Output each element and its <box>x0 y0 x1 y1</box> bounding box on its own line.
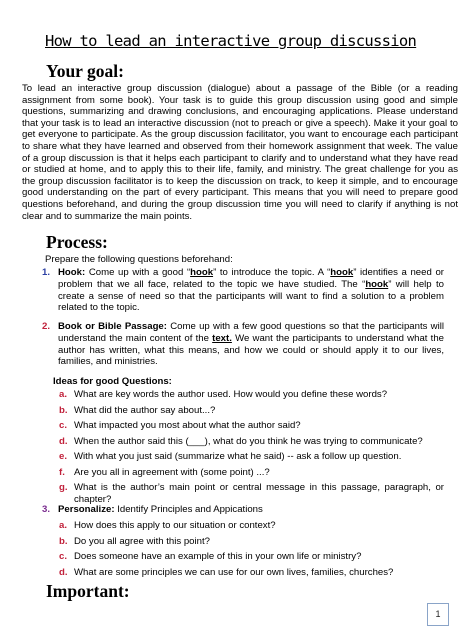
step-passage-text-1: Come up with a few good questions so that the participants will understand the main content of the <box>58 321 444 344</box>
process-heading: Process: <box>46 232 108 252</box>
item-letter: b. <box>59 535 68 547</box>
item-letter: g. <box>59 482 68 493</box>
item-text: What are some principles we can use for our own lives, families, churches? <box>74 566 394 578</box>
item-letter: a. <box>59 389 68 400</box>
text-keyword: text. <box>212 332 232 344</box>
item-letter: f. <box>59 466 65 478</box>
step-passage-number: 2. <box>42 321 51 332</box>
list-item <box>59 404 444 421</box>
step-passage-text-2: We want the participants to understand what the author has written, what this means, and how we could or should apply it to our lives, families, and ministries. <box>58 332 444 368</box>
item-letter: d. <box>59 435 68 447</box>
step-hook <box>42 267 445 314</box>
ideas-label: Ideas for good Questions: <box>53 376 172 387</box>
list-item <box>59 566 444 583</box>
step-hook-label: Hook: <box>58 267 86 278</box>
goal-body: To lead an interactive group discussion (dialogue) about a passage of the Bible (or a reading assignment from some book). Your task is to guide this group discussion using good and simple questions, summarizing and drawing conclusions, and encouraging applications. Please understand that your task is to lead an interactive discussion (not to preach or give a speech). Make it your goal to get everyone to participate. As the group discussion facilitator, you want to encourage each participant to share what they have learned and observed from their homework assignment that week. The value of a group discussion is that it helps each participant to clarify and to understand what they have read or studied at home, and to apply this to their life, family, and ministry. The great challenge for you as the group discussion facilitator is to keep the discussion on track, to keep it simple, and to encourage good understanding on the part of every participant. This means that you will need to prepare good questions beforehand, and during the group discussion time you will need to clarify if anything is not clear and to summarize the main points. <box>22 83 458 222</box>
item-letter: e. <box>59 451 68 462</box>
step-personalize-label: Personalize: <box>58 504 115 515</box>
step-passage-label: Book or Bible Passage: <box>58 321 167 332</box>
list-item <box>59 520 444 536</box>
step-personalize <box>42 504 444 515</box>
personalize-list <box>59 520 444 582</box>
step-passage <box>42 321 444 368</box>
hook-keyword: hook <box>330 267 354 278</box>
step-hook-text-2: ” to introduce the topic. A “ <box>213 267 331 278</box>
list-item <box>59 451 444 467</box>
hook-keyword: hook <box>365 278 389 290</box>
item-text: What impacted you most about what the author said? <box>74 420 301 431</box>
step-hook-number: 1. <box>42 267 51 278</box>
hook-keyword: hook <box>190 267 214 278</box>
list-item <box>59 435 444 452</box>
step-hook-text-3: ” identifies a need or problem that we all face, related to the topic we have studied. The “ <box>58 267 444 290</box>
list-item <box>59 551 444 567</box>
item-text: How does this apply to our situation or context? <box>74 520 276 531</box>
list-item <box>59 389 444 405</box>
item-text: What are key words the author used. How would you define these words? <box>74 389 388 400</box>
item-text: Are you all in agreement with (some point) ...? <box>74 466 270 478</box>
important-heading: Important: <box>46 581 130 601</box>
item-text: With what you just said (summarize what he said) -- ask a follow up question. <box>74 451 402 462</box>
step-hook-text-4: ” will help to create a sense of need so that the participants will want to find a solution to a problem related to the topic. <box>58 278 445 314</box>
ideas-list <box>59 389 444 506</box>
step-hook-text-1: Come up with a good “ <box>85 267 191 278</box>
step-personalize-number: 3. <box>42 504 51 515</box>
item-text: Does someone have an example of this in your own life or ministry? <box>74 551 362 562</box>
item-letter: a. <box>59 520 68 531</box>
list-item <box>59 420 444 436</box>
item-text: What is the author’s main point or central message in this passage, paragraph, or chapter? <box>74 482 444 505</box>
page-title: How to lead an interactive group discussion <box>45 32 417 50</box>
item-text: Do you all agree with this point? <box>74 535 210 547</box>
item-letter: b. <box>59 404 68 416</box>
item-letter: d. <box>59 566 68 578</box>
item-letter: c. <box>59 551 68 562</box>
list-item <box>59 535 444 552</box>
step-personalize-text: Identify Principles and Appications <box>114 504 263 515</box>
goal-heading: Your goal: <box>46 61 124 81</box>
item-text: What did the author say about...? <box>74 404 216 416</box>
list-item <box>59 466 444 483</box>
process-intro: Prepare the following questions beforehand: <box>45 254 233 265</box>
page-number: 1 <box>427 603 449 626</box>
item-text: When the author said this (___), what do you think he was trying to communicate? <box>74 435 423 447</box>
item-letter: c. <box>59 420 68 431</box>
list-item <box>59 482 444 506</box>
